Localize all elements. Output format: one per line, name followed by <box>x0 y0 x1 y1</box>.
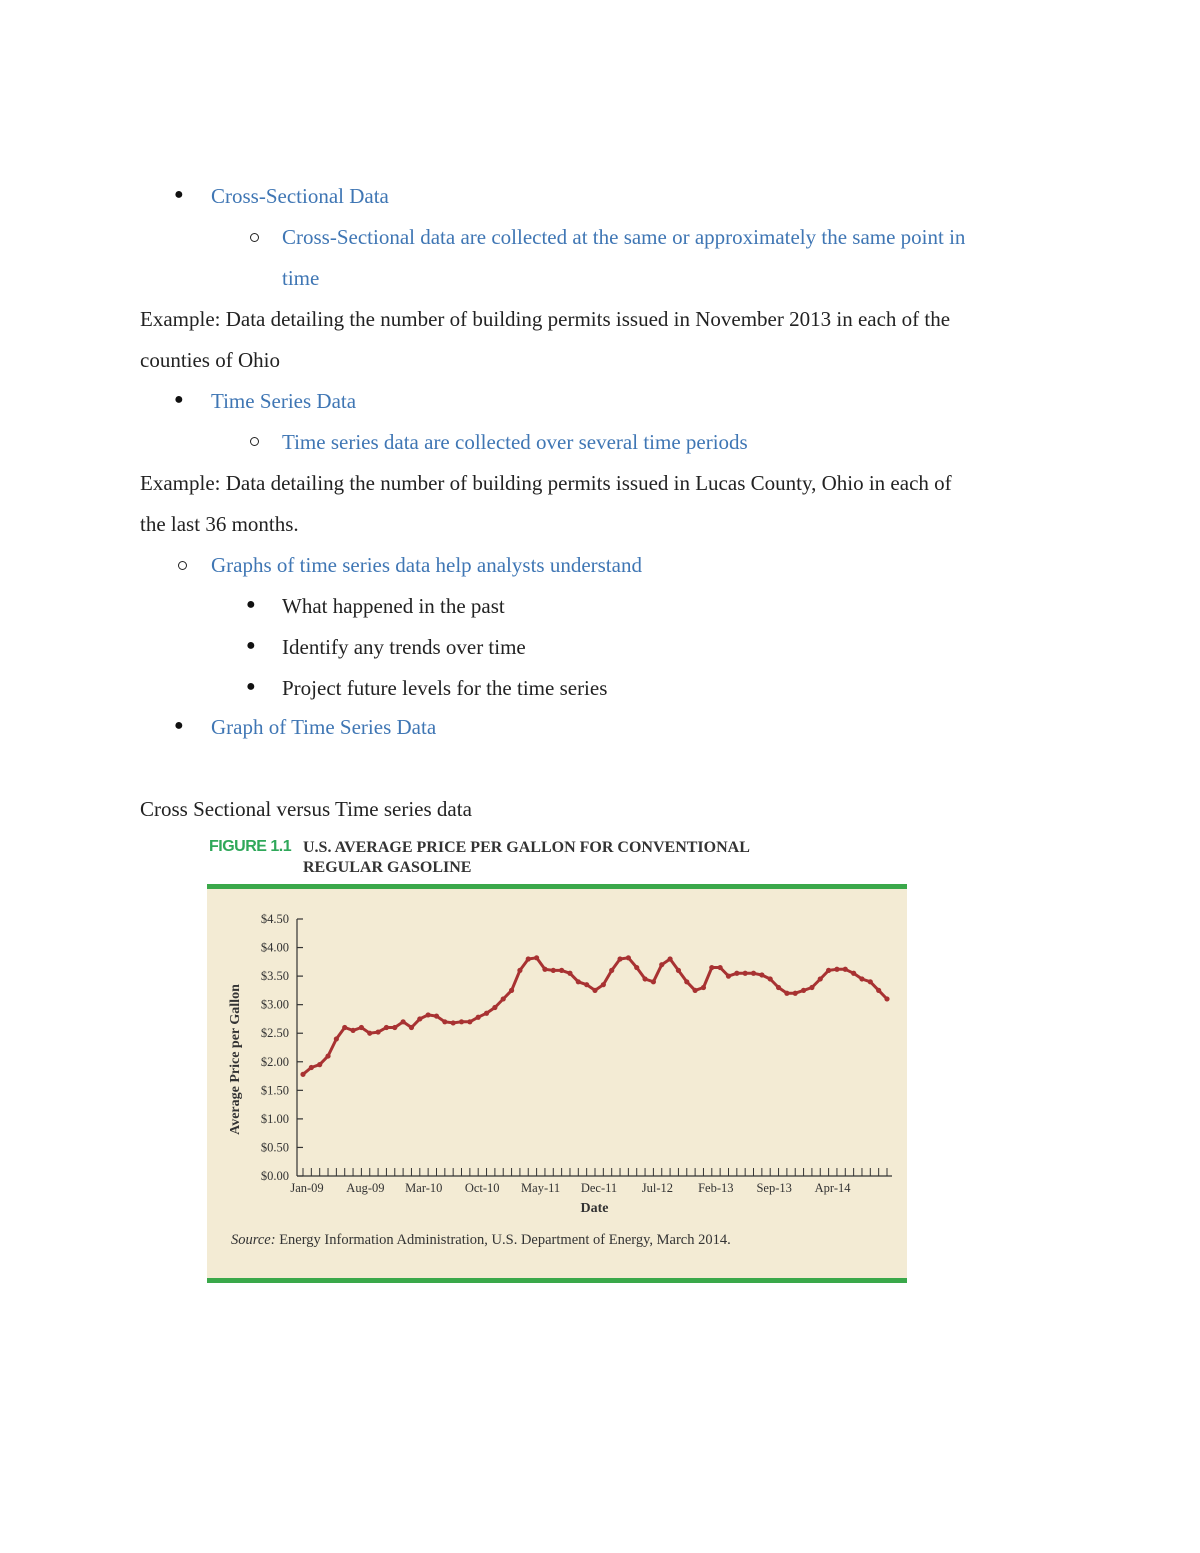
price-data-point <box>375 1029 380 1034</box>
gasoline-price-figure <box>207 836 907 1276</box>
price-data-point <box>317 1062 322 1067</box>
y-tick-label: $4.00 <box>260 940 289 955</box>
y-tick-label: $0.50 <box>260 1140 289 1155</box>
bullet-dot: ● <box>246 596 256 613</box>
price-data-point <box>442 1019 447 1024</box>
price-data-point <box>617 956 622 961</box>
source-text: Energy Information Administration, U.S. Department of Energy, March 2014. <box>275 1232 731 1248</box>
price-data-point <box>776 985 781 990</box>
price-data-point <box>309 1065 314 1070</box>
x-tick-label: Jul-12 <box>641 1181 674 1195</box>
price-data-point <box>718 965 723 970</box>
y-tick-label: $1.00 <box>260 1111 289 1126</box>
example-1-line-2: counties of Ohio <box>140 348 280 372</box>
price-data-point <box>601 982 606 987</box>
figure-source <box>231 1232 731 1249</box>
price-data-point <box>884 996 889 1001</box>
figure-title <box>303 838 863 878</box>
price-data-point <box>859 976 864 981</box>
y-axis-title: Average Price per Gallon <box>228 984 243 1135</box>
price-data-point <box>768 976 773 981</box>
x-tick-label: Apr-14 <box>814 1181 851 1195</box>
price-data-point <box>559 968 564 973</box>
price-data-point <box>818 976 823 981</box>
price-data-point <box>876 988 881 993</box>
price-data-point <box>734 971 739 976</box>
price-data-point <box>592 988 597 993</box>
graphs-point-2: Identify any trends over time <box>282 635 526 659</box>
price-data-point <box>476 1015 481 1020</box>
price-data-point <box>809 985 814 990</box>
y-tick-label: $3.50 <box>260 969 289 984</box>
caption: Cross Sectional versus Time series data <box>140 797 472 821</box>
y-tick-label: $2.00 <box>260 1054 289 1069</box>
price-data-point <box>693 988 698 993</box>
price-data-point <box>576 979 581 984</box>
graphs-point-3: Project future levels for the time series <box>282 676 608 700</box>
sub-bullet-circle <box>250 437 259 446</box>
price-data-point <box>701 985 706 990</box>
price-data-point <box>342 1025 347 1030</box>
x-tick-label: Aug-09 <box>346 1181 385 1195</box>
price-data-point <box>517 968 522 973</box>
y-tick-label: $2.50 <box>260 1026 289 1041</box>
price-data-point <box>501 996 506 1001</box>
sub-bullet-circle <box>250 233 259 242</box>
outline-sub-time-series: Time series data are collected over several time periods <box>282 430 748 454</box>
price-data-point <box>492 1005 497 1010</box>
y-tick-label: $3.00 <box>260 997 289 1012</box>
price-data-point <box>417 1016 422 1021</box>
outline-sub-cross-sectional: Cross-Sectional data are collected at the same or approximately the same point in <box>282 225 966 249</box>
bullet-dot: ● <box>174 391 184 408</box>
price-data-point <box>567 971 572 976</box>
price-data-point <box>851 971 856 976</box>
price-data-point <box>793 991 798 996</box>
price-data-point <box>392 1025 397 1030</box>
x-tick-label: Sep-13 <box>756 1181 792 1195</box>
price-data-point <box>350 1028 355 1033</box>
price-data-point <box>834 967 839 972</box>
price-data-point <box>843 967 848 972</box>
bullet-dot: ● <box>246 678 256 695</box>
price-data-point <box>676 968 681 973</box>
price-data-point <box>667 956 672 961</box>
x-tick-label: Jan-09 <box>290 1181 324 1195</box>
price-series-line <box>303 958 887 1075</box>
price-data-point <box>659 962 664 967</box>
price-data-point <box>300 1072 305 1077</box>
price-data-point <box>868 979 873 984</box>
bullet-dot: ● <box>174 186 184 203</box>
x-tick-label: May-11 <box>521 1181 561 1195</box>
price-data-point <box>526 956 531 961</box>
outline-item-graph: Graph of Time Series Data <box>211 715 437 739</box>
price-data-point <box>325 1053 330 1058</box>
price-data-point <box>426 1012 431 1017</box>
price-data-point <box>401 1019 406 1024</box>
example-1-line-1: Example: Data detailing the number of building permits issued in November 2013 in each of the <box>140 307 951 331</box>
outline-item-time-series: Time Series Data <box>211 389 357 413</box>
x-tick-label: Oct-10 <box>464 1181 500 1195</box>
price-data-point <box>334 1036 339 1041</box>
price-data-point <box>826 968 831 973</box>
price-line-chart <box>207 889 907 1268</box>
price-data-point <box>459 1019 464 1024</box>
price-data-point <box>551 968 556 973</box>
price-data-point <box>534 955 539 960</box>
figure-label: FIGURE 1.1 <box>209 838 292 855</box>
price-data-point <box>384 1025 389 1030</box>
price-data-point <box>584 982 589 987</box>
price-data-point <box>409 1025 414 1030</box>
price-data-point <box>542 967 547 972</box>
price-data-point <box>359 1025 364 1030</box>
price-data-point <box>451 1020 456 1025</box>
price-data-point <box>434 1013 439 1018</box>
example-2-line-1: Example: Data detailing the number of building permits issued in Lucas County, Ohio in each of <box>140 471 952 495</box>
price-data-point <box>743 971 748 976</box>
graphs-heading: Graphs of time series data help analysts understand <box>211 553 642 577</box>
outline-item-cross-sectional: Cross-Sectional Data <box>211 184 389 208</box>
price-data-point <box>467 1019 472 1024</box>
bullet-dot: ● <box>246 637 256 654</box>
figure-title-line-1: U.S. AVERAGE PRICE PER GALLON FOR CONVENTIONAL <box>303 839 750 856</box>
figure-title-line-2: REGULAR GASOLINE <box>303 859 472 876</box>
price-data-point <box>709 965 714 970</box>
price-data-point <box>609 968 614 973</box>
x-tick-label: Mar-10 <box>405 1181 443 1195</box>
price-data-point <box>484 1011 489 1016</box>
price-data-point <box>642 976 647 981</box>
y-tick-label: $1.50 <box>260 1083 289 1098</box>
x-tick-label: Feb-13 <box>698 1181 734 1195</box>
y-tick-label: $0.00 <box>260 1169 289 1183</box>
example-2-line-2: the last 36 months. <box>140 512 299 536</box>
source-label: Source: <box>231 1232 276 1248</box>
price-data-point <box>651 979 656 984</box>
bullet-dot: ● <box>174 717 184 734</box>
price-data-point <box>784 991 789 996</box>
sub-bullet-circle <box>178 561 187 570</box>
price-data-point <box>801 988 806 993</box>
price-data-point <box>684 979 689 984</box>
price-data-point <box>509 988 514 993</box>
price-data-point <box>367 1031 372 1036</box>
price-data-point <box>751 971 756 976</box>
graphs-point-1: What happened in the past <box>282 594 505 618</box>
x-axis-title: Date <box>580 1201 609 1216</box>
outline-sub-cross-sectional-cont: time <box>282 266 320 290</box>
price-data-point <box>626 955 631 960</box>
price-data-point <box>759 972 764 977</box>
price-data-point <box>726 974 731 979</box>
y-tick-label: $4.50 <box>260 912 289 926</box>
price-data-point <box>634 965 639 970</box>
x-tick-label: Dec-11 <box>580 1181 618 1195</box>
chart-panel <box>207 884 907 1283</box>
